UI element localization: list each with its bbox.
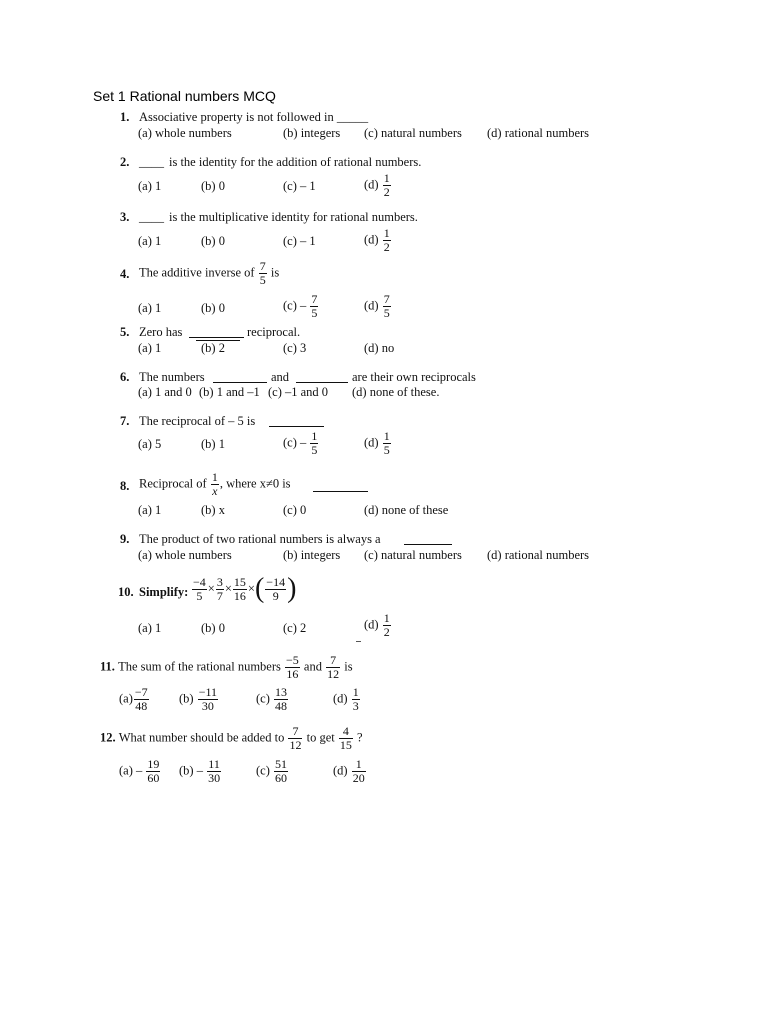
option-b: (b) 0 [201, 301, 225, 315]
fraction: $\frac{7}{5}$ [383, 292, 390, 320]
question-text: is the identity for the addition of rational numbers. [169, 155, 422, 169]
question-text: is the multiplicative identity for rational numbers. [169, 210, 418, 224]
option-a: (a) 1 [138, 179, 162, 193]
question-line: 11. The sum of the rational numbers $\frac{-5}{16}$ and $\frac{7}{12}$ is [100, 653, 353, 681]
question-number: 3. [120, 210, 130, 224]
answer-blank [189, 326, 244, 338]
option-c: (c) – $\frac{1}{5}$ [283, 429, 318, 457]
question-number: 4. [120, 267, 130, 281]
question-number: 1. [120, 110, 130, 124]
option-d: (d) $\frac{1}{2}$ [364, 611, 390, 639]
option-a: (a) 1 [138, 234, 162, 248]
option-b: (b) $\frac{-11}{30}$ [179, 685, 218, 713]
fraction: $\frac{1}{3}$ [352, 685, 359, 713]
option-a: (a) 1 [138, 301, 162, 315]
answer-blank: ____ [139, 210, 164, 224]
option-a: (a) 1 and 0 [138, 385, 192, 399]
fraction: $\frac{-4}{5}$ [193, 574, 206, 603]
option-d: (d) no [364, 341, 395, 355]
fraction: $\frac{19}{60}$ [147, 757, 160, 785]
option-b: (b) 1 [201, 437, 225, 451]
option-a: (a) $\frac{-7}{48}$ [119, 685, 148, 713]
fraction: $\frac{-14}{9}$ [266, 574, 286, 603]
fraction: $\frac{1}{2}$ [383, 611, 390, 639]
fraction: $\frac{1}{2}$ [383, 226, 390, 254]
option-c: (c) – 1 [283, 179, 316, 193]
option-d: (d) rational numbers [487, 548, 590, 562]
option-d: (d) none of these. [352, 385, 440, 399]
fraction: $\frac{-11}{30}$ [198, 685, 218, 713]
option-b: (b) 0 [201, 621, 225, 635]
option-b: (b) 0 [201, 179, 225, 193]
fraction: $\frac{1}{20}$ [352, 757, 365, 785]
question-text: The reciprocal of – 5 is [139, 414, 256, 428]
option-a: (a) 1 [138, 503, 162, 517]
option-c: (c) $\frac{13}{48}$ [256, 685, 287, 713]
question-text: The additive inverse of $\frac{7}{5}$ is [139, 259, 280, 287]
answer-blank: ____ [139, 155, 164, 169]
option-c: (c) natural numbers [364, 548, 462, 562]
option-b: (b) 1 and –1 [199, 385, 260, 399]
question-text: Zero has [139, 325, 183, 339]
question-number: 8. [120, 479, 130, 493]
option-b: (b) 2 [201, 341, 225, 355]
option-d: (d) $\frac{1}{5}$ [364, 429, 390, 457]
answer-blank [269, 415, 324, 427]
option-b: (b) 0 [201, 234, 225, 248]
question-text: The product of two rational numbers is always a [139, 532, 381, 546]
fraction: $\frac{1}{2}$ [383, 171, 390, 199]
option-c: (c) $\frac{51}{60}$ [256, 757, 287, 785]
option-a: (a) 1 [138, 341, 162, 355]
option-c: (c) natural numbers [364, 126, 462, 140]
fraction: $\frac{7}{12}$ [327, 653, 340, 681]
option-a: (a) – $\frac{19}{60}$ [119, 757, 160, 785]
fraction: $\frac{51}{60}$ [275, 757, 287, 785]
fraction: $\frac{15}{16}$ [233, 574, 246, 603]
fraction: $\frac{1}{5}$ [383, 429, 390, 457]
option-c: (c) 2 [283, 621, 307, 635]
option-c: (c) 3 [283, 341, 307, 355]
fraction: $\frac{-5}{16}$ [286, 653, 299, 681]
question-text-tail: are their own reciprocals [352, 370, 476, 384]
fraction: $\frac{11}{30}$ [208, 757, 221, 785]
fraction: $\frac{1}{x}$ [211, 470, 218, 498]
divider-line [196, 340, 240, 341]
option-d: (d) $\frac{1}{2}$ [364, 226, 390, 254]
fraction: $\frac{7}{5}$ [259, 259, 266, 287]
option-a: (a) 5 [138, 437, 162, 451]
question-text-and: and [271, 370, 290, 384]
option-d: (d) $\frac{1}{2}$ [364, 171, 390, 199]
page-title: Set 1 Rational numbers MCQ [93, 88, 276, 104]
question-line: 12. What number should be added to $\frac{7}{12}$ to get $\frac{4}{15}$ ? [100, 724, 363, 752]
fraction: $\frac{1}{5}$ [311, 429, 318, 457]
option-b: (b) – $\frac{11}{30}$ [179, 757, 221, 785]
question-number: 2. [120, 155, 130, 169]
expression: $\frac{-4}{5}$ × $\frac{3}{7}$ × $\frac{15}{16}$ ×( $\frac{-14}{9}$ ) [193, 573, 297, 604]
option-d: (d) rational numbers [487, 126, 590, 140]
answer-blank [296, 371, 348, 383]
question-number: 7. [120, 414, 130, 428]
option-c: (c) 0 [283, 503, 307, 517]
left-parenthesis: ( [254, 573, 265, 604]
answer-blank [404, 533, 452, 545]
option-c: (c) – $\frac{7}{5}$ [283, 292, 318, 320]
question-text-tail: reciprocal. [247, 325, 301, 339]
fraction: $\frac{13}{48}$ [275, 685, 287, 713]
fraction: $\frac{3}{7}$ [216, 574, 223, 603]
fraction: $\frac{4}{15}$ [339, 724, 352, 752]
fraction: $\frac{7}{5}$ [311, 292, 318, 320]
option-c: (c) –1 and 0 [268, 385, 329, 399]
fraction: $\frac{7}{12}$ [289, 724, 302, 752]
option-d: (d) $\frac{1}{20}$ [333, 757, 365, 785]
question-text: Associative property is not followed in _____ [139, 110, 369, 124]
option-c: (c) – 1 [283, 234, 316, 248]
option-a: (a) 1 [138, 621, 162, 635]
question-text: The numbers [139, 370, 205, 384]
option-a: (a) whole numbers [138, 126, 232, 140]
option-b: (b) x [201, 503, 225, 517]
stray-mark [356, 641, 361, 642]
option-d: (d) none of these [364, 503, 449, 517]
option-b: (b) integers [283, 126, 341, 140]
option-a: (a) whole numbers [138, 548, 232, 562]
option-b: (b) integers [283, 548, 341, 562]
question-number: 9. [120, 532, 130, 546]
question-text: Simplify: [139, 585, 189, 599]
question-text: Reciprocal of $\frac{1}{x}$ , where x≠0 is [139, 470, 291, 498]
fraction: $\frac{-7}{48}$ [134, 685, 148, 713]
answer-blank [313, 480, 368, 492]
option-d: (d) $\frac{1}{3}$ [333, 685, 359, 713]
right-parenthesis: ) [287, 573, 297, 604]
question-number: 5. [120, 325, 130, 339]
option-d: (d) $\frac{7}{5}$ [364, 292, 390, 320]
question-number: 6. [120, 370, 130, 384]
question-number: 10. [118, 585, 134, 599]
answer-blank [213, 371, 267, 383]
